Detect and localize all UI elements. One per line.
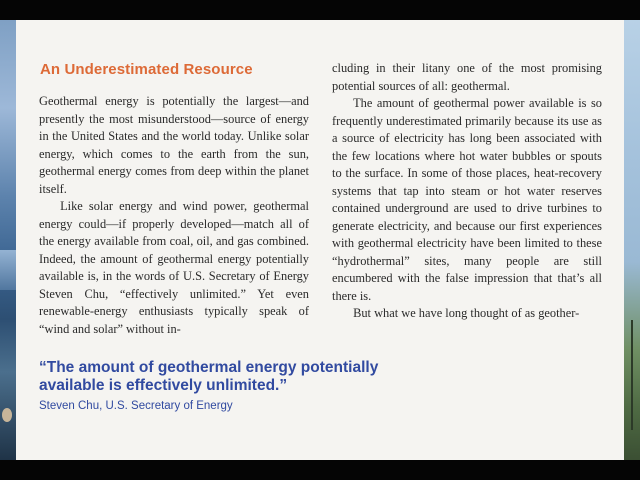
paragraph: But what we have long thought of as geother- [353, 306, 580, 320]
paragraph: The amount of geothermal power available is so frequently underestimated primarily because its use as a source of electricity has long been associated with the few locations where hot water bubbles or spouts to the surface. In some of those places, heat-recovery systems that tap into steam or hot water reserves contained underground are used to drive turbines to generate electricity, and because our first experiences with geothermal electricity have been limited to these “hydrothermal” sites, many people are still encumbered with the false impression that that’s all there is. [332, 96, 602, 303]
background-photo-left-edge [0, 20, 16, 460]
paragraph: cluding in their litany one of the most promising potential sources of all: geothermal. [332, 61, 602, 93]
left-column [39, 93, 309, 338]
background-figure [2, 408, 12, 422]
background-photo-right-edge [624, 20, 640, 460]
paragraph: Geothermal energy is potentially the largest—and presently the most misunderstood—source of energy in the United States and the world today. Unlike solar energy, which comes to the earth from the sun, geothermal energy comes from deep within the planet itself. [39, 94, 309, 196]
bottom-letterbox [0, 460, 640, 480]
background-pole [631, 320, 633, 430]
pull-quote: “The amount of geothermal energy potentially available is effectively unlimited.” [39, 359, 379, 394]
right-column [332, 60, 602, 323]
background-sky-patch [0, 250, 16, 290]
section-heading: An Underestimated Resource [40, 61, 253, 78]
paragraph: Like solar energy and wind power, geothermal energy could—if properly developed—match all of the energy available from coal, oil, and gas combined. Indeed, the amount of geothermal energy potentially available is, in the words of U.S. Secretary of Energy Steven Chu, “effectively unlimited.” Yet even renewable-energy enthusiasts typically speak of “wind and solar” without in- [39, 199, 309, 336]
quote-attribution: Steven Chu, U.S. Secretary of Energy [39, 400, 233, 412]
book-page [16, 20, 624, 460]
top-letterbox [0, 0, 640, 20]
